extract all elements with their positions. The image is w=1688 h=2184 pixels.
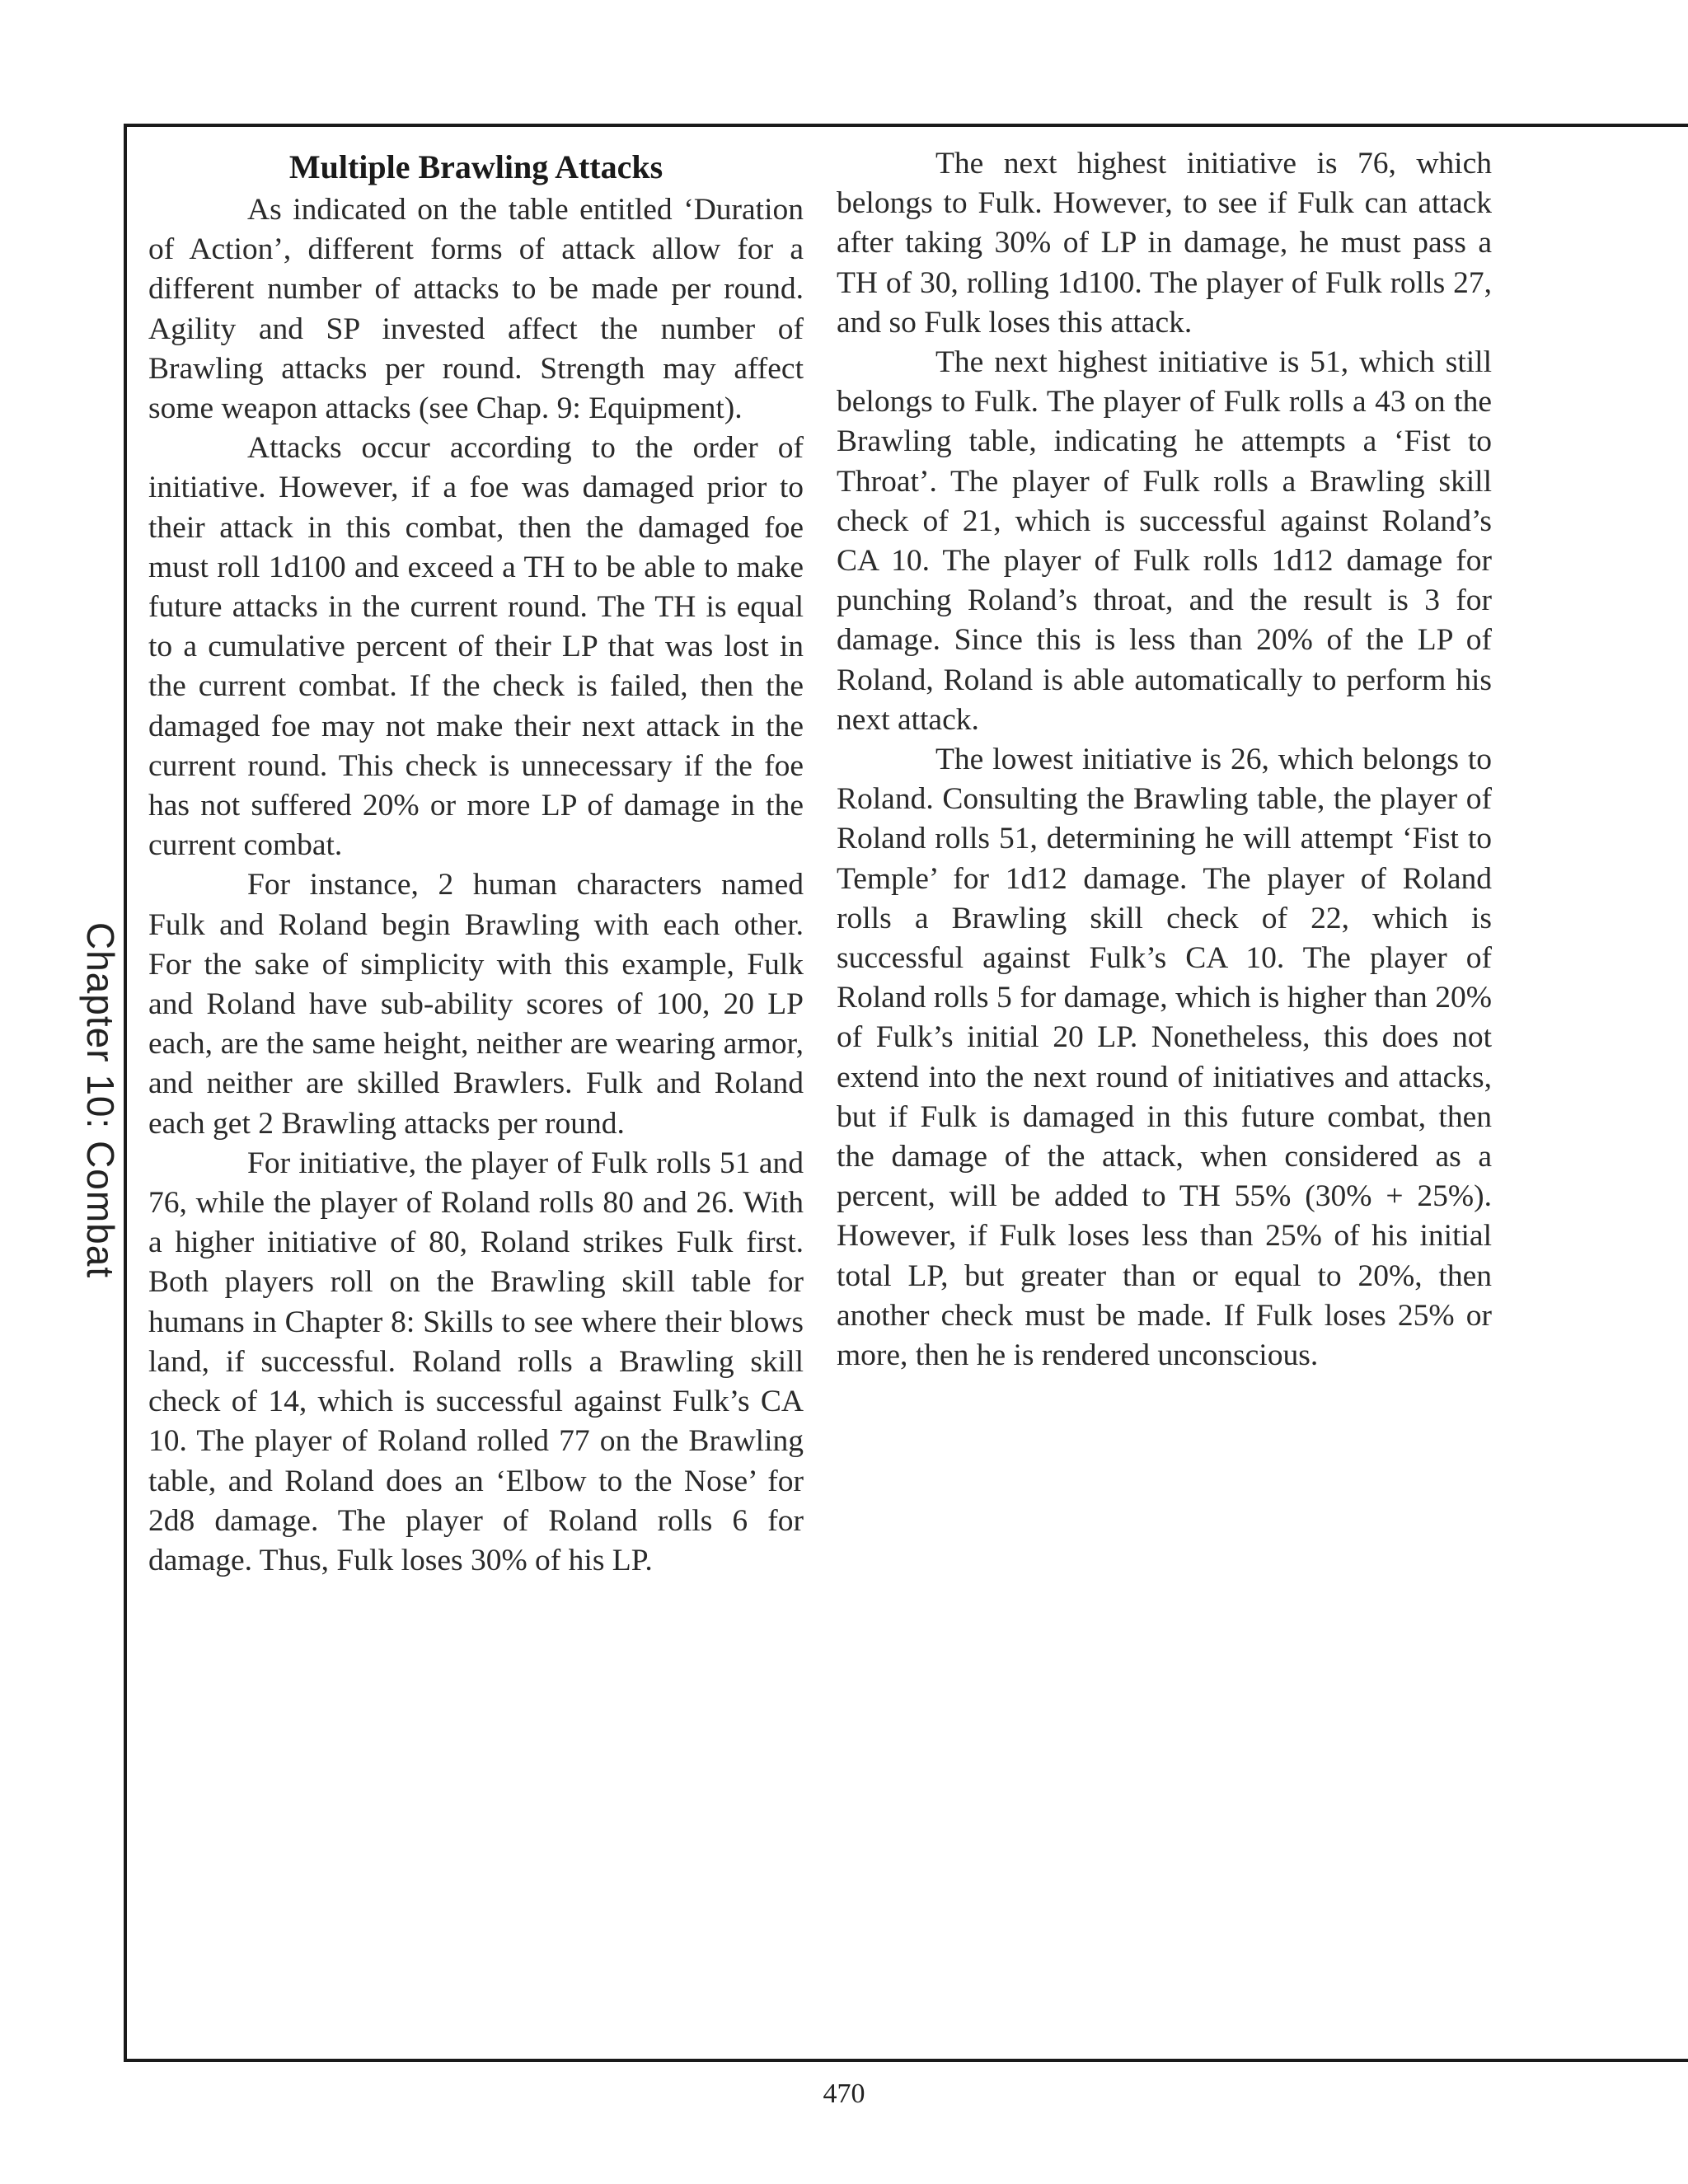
paragraph: For initiative, the player of Fulk rolls 51 and 76, while the player of Roland rolls 80 and 26. With a higher initiative of 80, Roland strikes Fulk first. Both players roll on the Brawling skill table for humans in Chapter 8: Skills to see where their blows land, if successful. Roland rolls a Brawling skill check of 14, which is successful against Fulk’s CA 10. The player of Roland rolled 77 on the Brawling table, and Roland does an ‘Elbow to the Nose’ for 2d8 damage. The player of Roland rolls 6 for damage. Thus, Fulk loses 30% of his LP. xyxy=(148,1146,804,1577)
frame-top-rule xyxy=(124,124,1688,127)
paragraph: The next highest initiative is 76, which belongs to Fulk. However, to see if Fulk can attack after taking 30% of LP in damage, he must pass a TH of 30, rolling 1d100. The player of Fulk rolls 27, and so Fulk loses this attack. xyxy=(837,147,1492,340)
right-column xyxy=(837,144,1492,1376)
page-number: 470 xyxy=(823,2079,865,2109)
paragraph: Attacks occur according to the order of initiative. However, if a foe was damaged prior to their attack in this combat, then the damaged foe must roll 1d100 and exceed a TH to be able to make future attacks in the current round. The TH is equal to a cumulative percent of their LP that was lost in the current combat. If the check is failed, then the damaged foe may not make their next attack in the current round. This check is unnecessary if the foe has not suffered 20% or more LP of damage in the current combat. xyxy=(148,431,804,863)
paragraph: As indicated on the table entitled ‘Duration of Action’, different forms of attack allow for a different number of attacks to be made per round. Agility and SP invested affect the number of Brawling attacks per round. Strength may affect some weapon attacks (see Chap. 9: Equipment). xyxy=(148,193,804,426)
frame-left-rule xyxy=(124,124,127,2062)
frame-bottom-rule xyxy=(124,2059,1688,2062)
paragraph: The next highest initiative is 51, which still belongs to Fulk. The player of Fulk rolls a 43 on the Brawling table, indicating he attempts a ‘Fist to Throat’. The player of Fulk rolls a Brawling skill check of 21, which is successful against Roland’s CA 10. The player of Fulk rolls 1d12 damage for punching Roland’s throat, and the result is 3 for damage. Since this is less than 20% of the LP of Roland, Roland is able automatically to perform his next attack. xyxy=(837,345,1492,737)
paragraph: For instance, 2 human characters named Fulk and Roland begin Brawling with each other. For the sake of simplicity with this example, Fulk and Roland have sub-ability scores of 100, 20 LP each, are the same height, neither are wearing armor, and neither are skilled Brawlers. Fulk and Roland each get 2 Brawling attacks per round. xyxy=(148,868,804,1141)
left-column xyxy=(148,144,804,1581)
paragraph: The lowest initiative is 26, which belongs to Roland. Consulting the Brawling table, the player of Roland rolls 51, determining he will attempt ‘Fist to Temple’ for 1d12 damage. The player of Roland rolls a Brawling skill check of 22, which is successful against Fulk’s CA 10. The player of Roland rolls 5 for damage, which is higher than 20% of Fulk’s initial 20 LP. Nonetheless, this does not extend into the next round of initiatives and attacks, but if Fulk is damaged in this future combat, then the damage of the attack, when considered as a percent, will be added to TH 55% (30% + 25%). However, if Fulk loses less than 25% of his initial total LP, but greater than or equal to 20%, then another check must be made. If Fulk loses 25% or more, then he is rendered unconscious. xyxy=(837,743,1492,1373)
chapter-side-label: Chapter 10: Combat xyxy=(79,921,122,1279)
section-heading: Multiple Brawling Attacks xyxy=(288,148,663,185)
